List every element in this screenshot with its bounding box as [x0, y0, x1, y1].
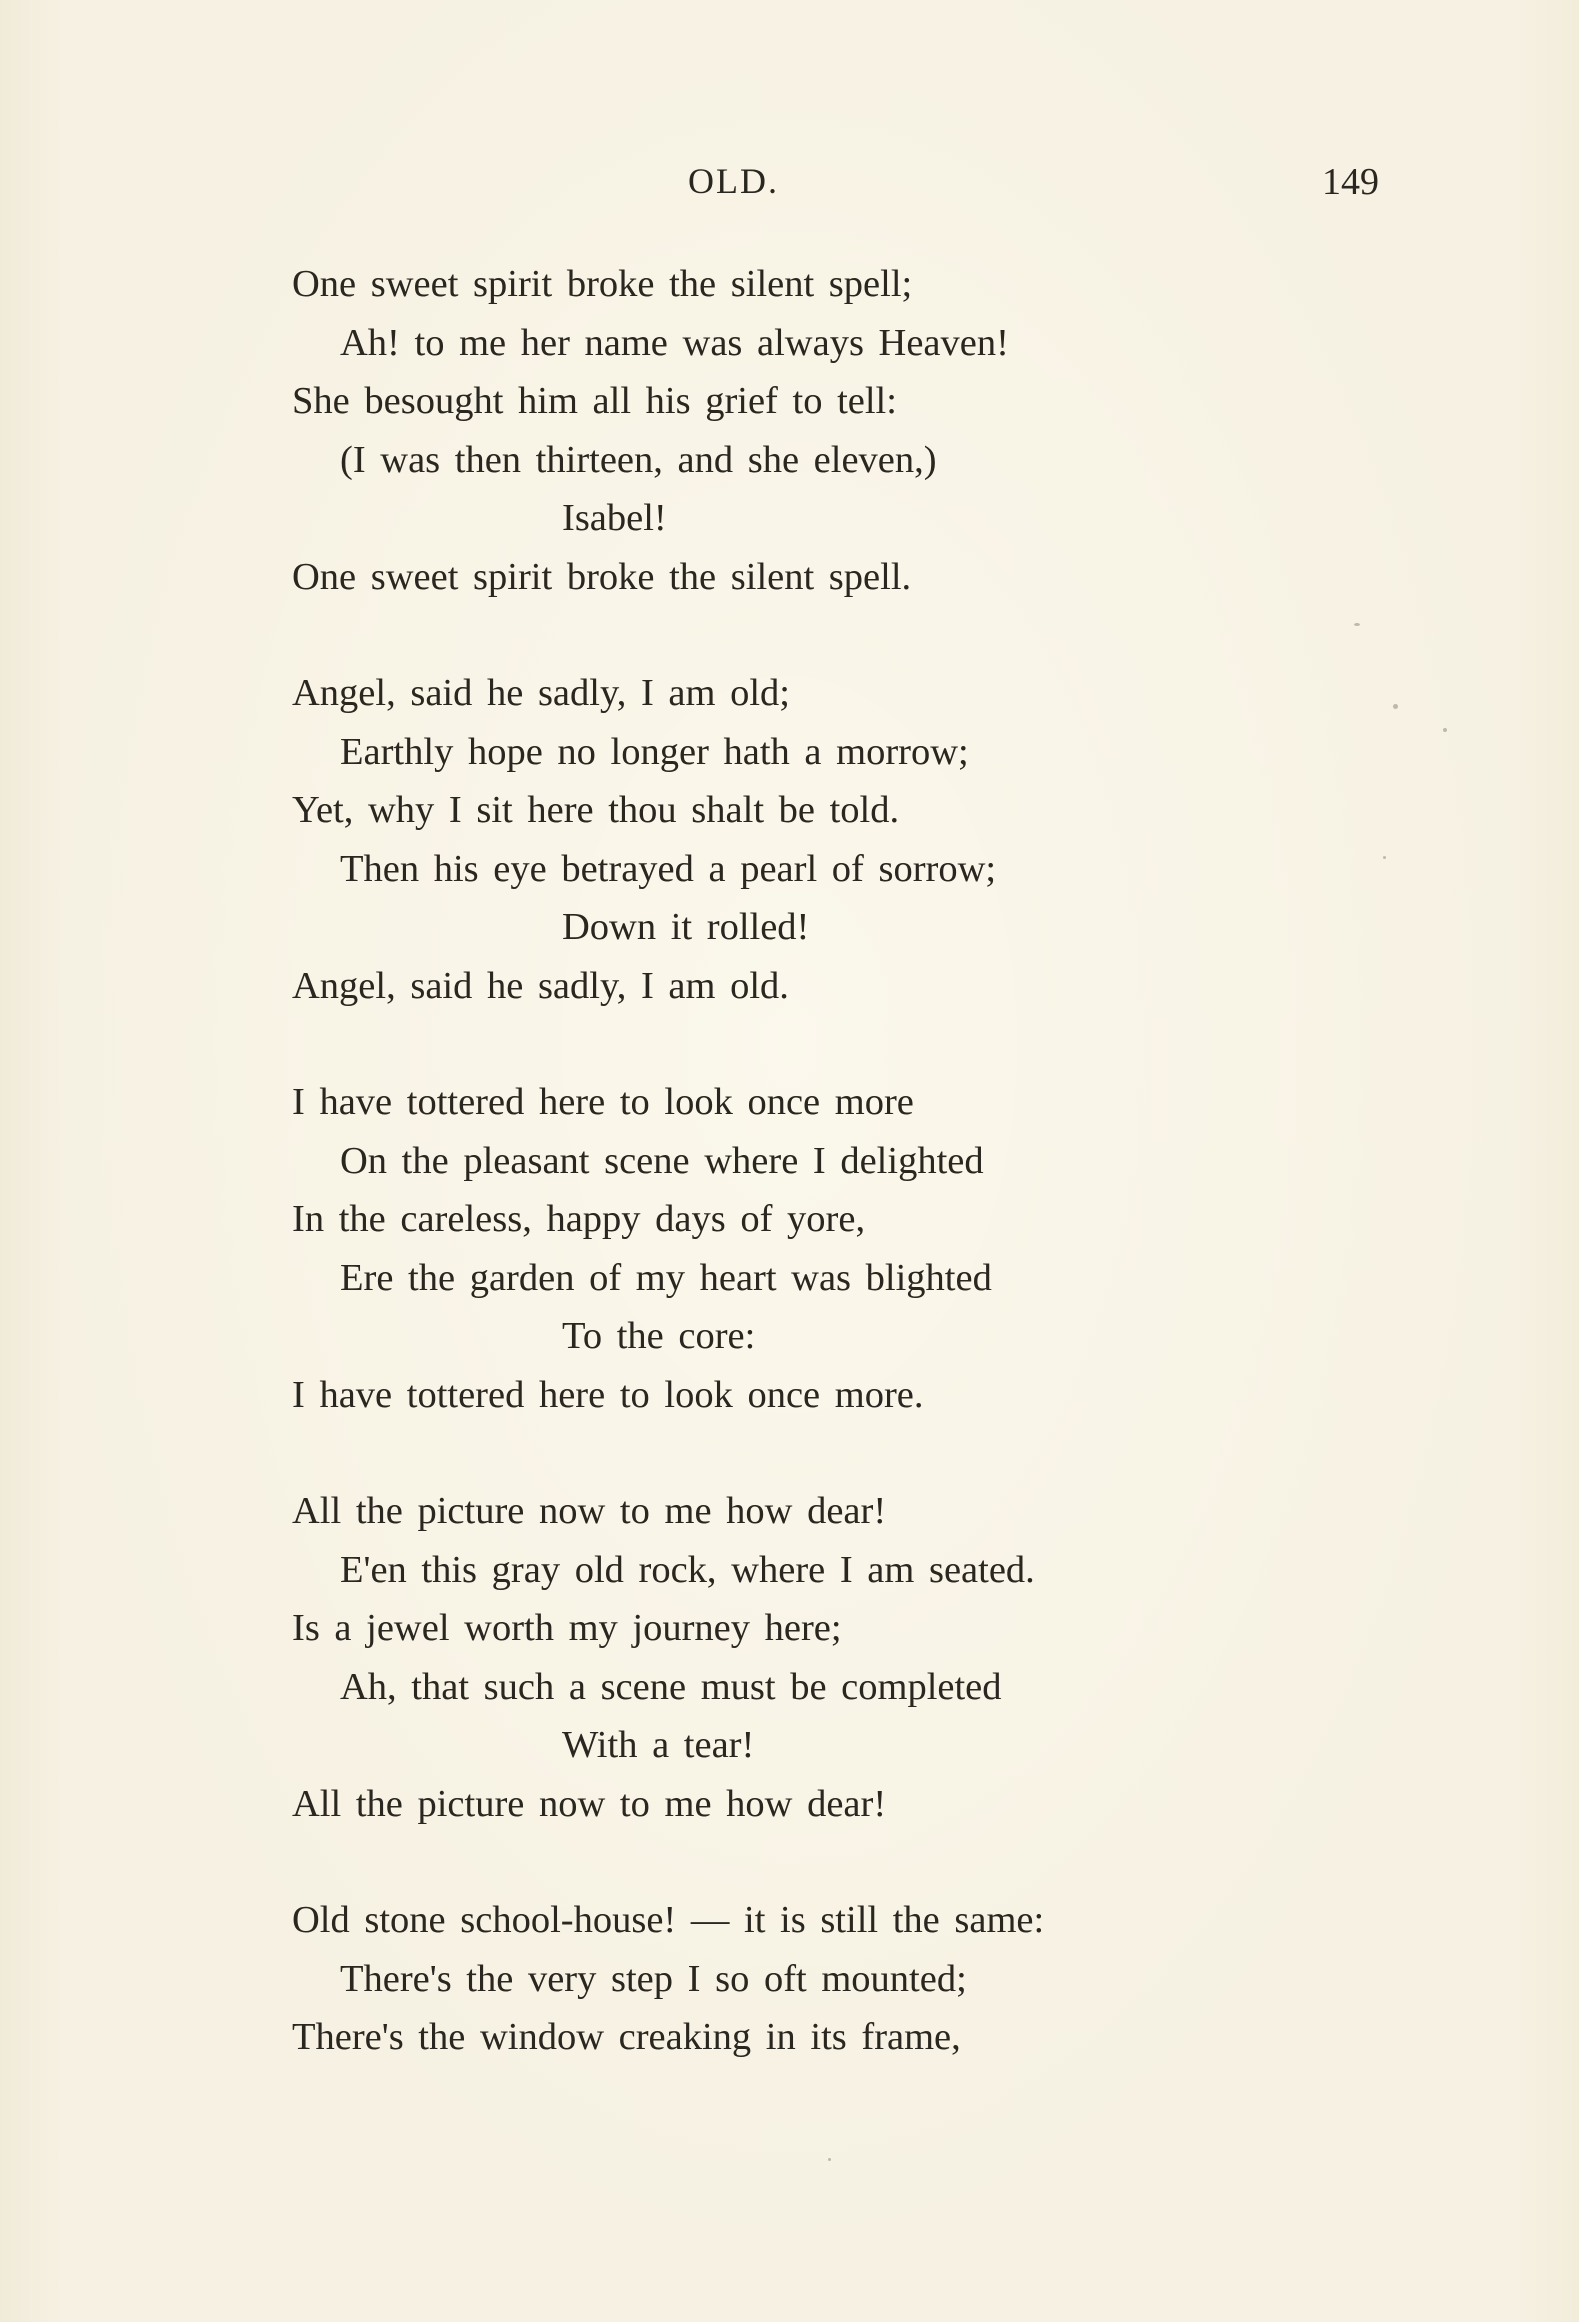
poem-line: Angel, said he sadly, I am old. — [292, 964, 789, 1007]
poem-refrain-line: Isabel! — [562, 497, 667, 539]
poem-refrain-line: Down it rolled! — [562, 906, 810, 948]
paper-speck — [1354, 623, 1360, 626]
poem-line: Yet, why I sit here thou shalt be told. — [292, 789, 900, 831]
stanza-3 — [0, 1073, 1579, 1424]
page-number: 149 — [1322, 161, 1379, 203]
stanza-4 — [0, 1482, 1579, 1833]
poem-line: One sweet spirit broke the silent spell; — [292, 263, 913, 305]
poem-line: Ah, that such a scene must be completed — [340, 1665, 1002, 1708]
stanza-2 — [0, 664, 1579, 1015]
stanza-5 — [0, 1891, 1579, 2067]
paper-speck — [828, 2158, 831, 2161]
poem-line: I have tottered here to look once more. — [292, 1373, 924, 1416]
poem-line: She besought him all his grief to tell: — [292, 380, 897, 422]
running-head — [0, 160, 1579, 210]
poem-line: In the careless, happy days of yore, — [292, 1198, 866, 1240]
poem-line: Earthly hope no longer hath a morrow; — [340, 730, 969, 773]
poem-line: I have tottered here to look once more — [292, 1081, 914, 1123]
poem-line: One sweet spirit broke the silent spell. — [292, 555, 912, 598]
poem-line: E'en this gray old rock, where I am seated. — [340, 1548, 1035, 1591]
poem-line: On the pleasant scene where I delighted — [340, 1139, 984, 1182]
poem-line: Is a jewel worth my journey here; — [292, 1607, 842, 1649]
poem-line: Ere the garden of my heart was blighted — [340, 1256, 992, 1299]
running-title: OLD. — [688, 161, 779, 201]
poem-line: Ah! to me her name was always Heaven! — [340, 321, 1009, 364]
poem-line: Angel, said he sadly, I am old; — [292, 672, 790, 714]
poem-refrain-line: With a tear! — [562, 1724, 755, 1766]
paper-speck — [1443, 728, 1447, 732]
poem-line: There's the very step I so oft mounted; — [340, 1957, 967, 2000]
poem-refrain-line: To the core: — [562, 1315, 756, 1357]
poem-line: There's the window creaking in its frame, — [292, 2016, 961, 2058]
poem-line: All the picture now to me how dear! — [292, 1490, 887, 1532]
poem-line: Old stone school-house! — it is still the same: — [292, 1899, 1045, 1941]
poem — [0, 255, 1579, 2125]
stanza-1 — [0, 255, 1579, 606]
poem-line: All the picture now to me how dear! — [292, 1782, 887, 1825]
poem-line: Then his eye betrayed a pearl of sorrow; — [340, 847, 997, 890]
paper-speck — [1383, 856, 1386, 859]
paper-speck — [1393, 704, 1398, 709]
poem-line: (I was then thirteen, and she eleven,) — [340, 438, 937, 481]
